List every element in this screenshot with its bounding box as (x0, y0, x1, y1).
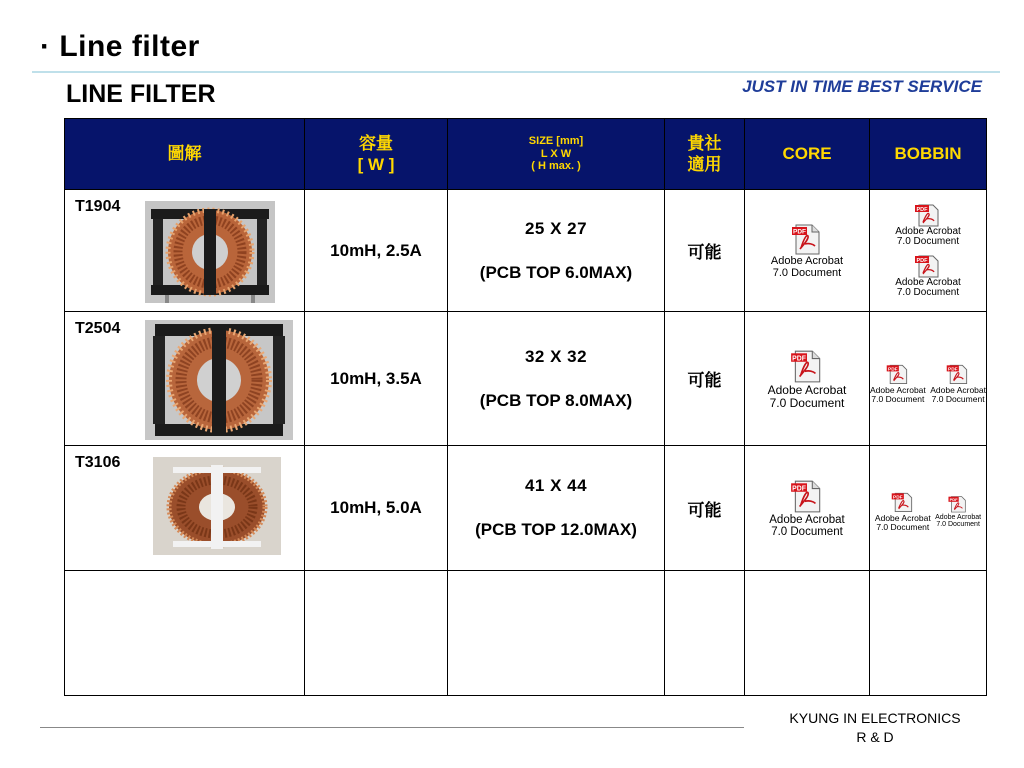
bobbin-pdf-attachment[interactable] (895, 254, 961, 299)
pdf-caption-line2: 7.0 Document (772, 266, 842, 279)
pdf-caption-line1: Adobe Acrobat (769, 513, 845, 526)
slide-title: · Line filter (40, 30, 200, 63)
header-diagram-label: 圖解 (167, 144, 202, 164)
pdf-document-icon (947, 494, 969, 514)
header-diagram (65, 119, 305, 190)
pdf-caption-line1: Adobe Acrobat (870, 384, 926, 395)
toroidal-line-filter-photo[interactable] (145, 201, 275, 303)
pcb-height: (PCB TOP 8.0MAX) (479, 390, 633, 410)
pdf-caption-line2: 7.0 Document (896, 287, 960, 298)
pdf-badge-label: PDF (949, 496, 958, 502)
header-bobbin-label: BOBBIN (894, 144, 962, 164)
empty-cell (665, 571, 745, 696)
pdf-caption (771, 256, 843, 279)
pcb-height: (PCB TOP 12.0MAX) (475, 520, 637, 539)
empty-cell (65, 571, 305, 696)
pdf-caption (895, 278, 961, 299)
section-subtitle: LINE FILTER (66, 80, 216, 108)
size-cell (448, 190, 665, 312)
pdf-caption-line1: Adobe Acrobat (767, 382, 847, 397)
model-cell (65, 312, 305, 446)
footer-dept: R & D (856, 728, 894, 745)
pdf-caption-line1: Adobe Acrobat (895, 276, 961, 288)
pdf-caption (870, 386, 926, 404)
header-size-line1: SIZE [mm] (528, 135, 584, 148)
model-name: T1904 (75, 198, 121, 215)
header-size (448, 119, 665, 190)
core-doc-cell (745, 312, 870, 446)
pdf-caption-line2: 7.0 Document (936, 521, 980, 529)
pdf-document-icon (913, 203, 943, 227)
title-divider (32, 71, 1000, 73)
pdf-caption (769, 514, 844, 538)
pdf-document-icon (792, 222, 822, 256)
pdf-document-icon (885, 362, 911, 386)
pdf-badge-label: PDF (792, 485, 806, 493)
size-dimensions: 25 X 27 (524, 218, 588, 238)
pdf-caption (895, 227, 961, 248)
pdf-caption-line1: Adobe Acrobat (895, 225, 961, 237)
size-cell (448, 446, 665, 571)
footer (770, 709, 980, 747)
header-bobbin (870, 119, 987, 190)
pdf-document-icon (913, 254, 943, 278)
pdf-badge-label: PDF (916, 206, 928, 213)
pcb-height: (PCB TOP 6.0MAX) (479, 262, 633, 282)
empty-cell (870, 571, 987, 696)
core-pdf-attachment[interactable] (769, 478, 844, 538)
pdf-caption-line2: 7.0 Document (876, 522, 930, 532)
pdf-badge-label: PDF (948, 366, 958, 372)
toroidal-line-filter-photo[interactable] (145, 320, 293, 440)
header-capacity-line1: 容量 (359, 133, 393, 153)
pdf-caption (875, 514, 931, 532)
pdf-document-icon (790, 478, 824, 514)
pdf-caption-line2: 7.0 Document (931, 393, 985, 404)
model-cell (65, 190, 305, 312)
footer-divider (40, 727, 744, 728)
empty-cell (305, 571, 448, 696)
table-row (65, 190, 987, 312)
pdf-document-icon (945, 362, 971, 386)
table-header-row (65, 119, 987, 190)
header-size-line2: L X W (540, 147, 572, 160)
pdf-document-icon (789, 348, 825, 384)
header-applicable-line1: 貴社 (687, 133, 722, 153)
table-row-empty (65, 571, 987, 696)
pdf-caption (935, 514, 981, 529)
applicable-cell: 可能 (665, 190, 745, 312)
pdf-badge-label: PDF (887, 366, 898, 372)
bobbin-pdf-attachment[interactable] (935, 494, 981, 529)
rating-cell: 10mH, 3.5A (305, 312, 448, 446)
size-dimensions: 41 X 44 (524, 476, 588, 495)
core-doc-cell (745, 446, 870, 571)
model-name: T3106 (75, 454, 121, 471)
bobbin-pdf-attachment[interactable] (875, 490, 931, 532)
empty-cell (448, 571, 665, 696)
pdf-caption-line1: Adobe Acrobat (930, 384, 986, 395)
applicable-cell: 可能 (665, 312, 745, 446)
table-row (65, 312, 987, 446)
bobbin-pdf-attachment[interactable] (930, 362, 986, 404)
header-capacity (305, 119, 448, 190)
model-name: T2504 (75, 320, 121, 337)
header-applicable-line2: 適用 (687, 155, 722, 174)
bobbin-doc-cell (870, 446, 987, 571)
header-core-label: CORE (782, 144, 832, 164)
header-core (745, 119, 870, 190)
rating-cell: 10mH, 2.5A (305, 190, 448, 312)
line-filter-spec-table (64, 118, 987, 696)
pdf-document-icon (890, 490, 916, 514)
table-row (65, 446, 987, 571)
bobbin-pdf-attachment[interactable] (895, 203, 961, 248)
pdf-caption (930, 386, 986, 404)
core-pdf-attachment[interactable] (768, 348, 847, 409)
header-size-line3: ( H max. ) (531, 160, 581, 173)
empty-cell (745, 571, 870, 696)
pdf-caption-line2: 7.0 Document (896, 236, 960, 247)
pdf-caption (768, 384, 847, 409)
bobbin-doc-cell (870, 312, 987, 446)
pdf-caption-line1: Adobe Acrobat (935, 514, 982, 522)
size-dimensions: 32 X 32 (524, 346, 588, 366)
pdf-caption-line2: 7.0 Document (769, 395, 845, 410)
bobbin-pdf-attachment[interactable] (870, 362, 926, 404)
pdf-badge-label: PDF (792, 228, 806, 236)
pdf-badge-label: PDF (892, 495, 903, 501)
rating-cell: 10mH, 5.0A (305, 446, 448, 571)
pdf-caption-line2: 7.0 Document (771, 526, 843, 538)
model-cell (65, 446, 305, 571)
applicable-cell: 可能 (665, 446, 745, 571)
pdf-badge-label: PDF (792, 355, 806, 363)
pdf-caption-line2: 7.0 Document (871, 393, 925, 404)
footer-company: KYUNG IN ELECTRONICS (789, 710, 961, 726)
header-capacity-line2: [ W ] (357, 155, 395, 174)
pdf-badge-label: PDF (916, 257, 928, 264)
pdf-caption-line1: Adobe Acrobat (770, 254, 844, 267)
bobbin-doc-cell (870, 190, 987, 312)
toroidal-line-filter-photo[interactable] (153, 457, 281, 555)
size-cell (448, 312, 665, 446)
header-applicable (665, 119, 745, 190)
company-slogan: JUST IN TIME BEST SERVICE (742, 77, 982, 96)
core-pdf-attachment[interactable] (771, 222, 843, 279)
pdf-caption-line1: Adobe Acrobat (874, 513, 931, 524)
core-doc-cell (745, 190, 870, 312)
